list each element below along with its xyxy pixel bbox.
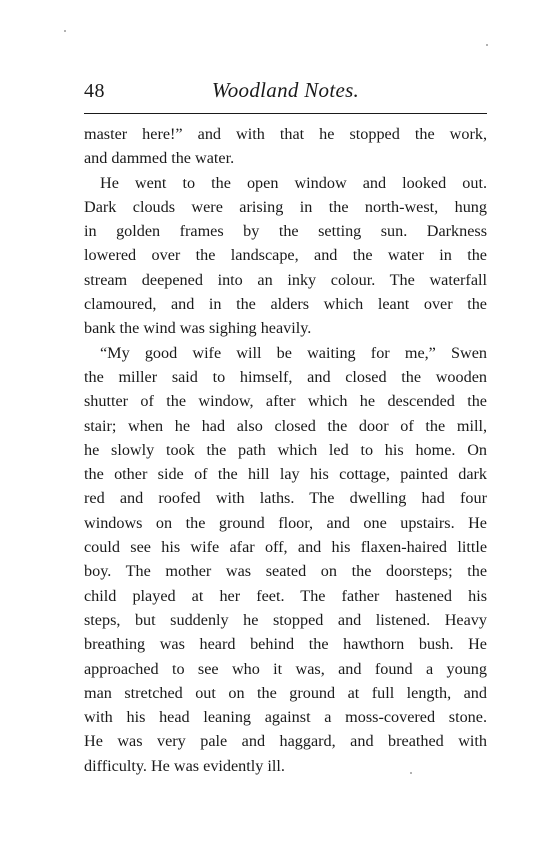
text-line: difficulty. He was evidently ill. <box>84 756 285 775</box>
text-line: red and roofed with laths. The dwelling had four <box>84 489 487 508</box>
text-line: He went to the open window and looked out. <box>100 173 487 192</box>
paper-speck <box>64 30 66 32</box>
text-line: approached to see who it was, and found a young <box>84 659 487 678</box>
text-line: the other side of the hill lay his cottage, painted dark <box>84 465 487 484</box>
text-line: He was very pale and haggard, and breathed with <box>84 732 487 751</box>
text-line: shutter of the window, after which he descended the <box>84 392 487 411</box>
text-line: in golden frames by the setting sun. Darkness <box>84 222 487 241</box>
text-line: Dark clouds were arising in the north-west, hung <box>84 197 487 216</box>
text-line: the miller said to himself, and closed the wooden <box>84 367 487 386</box>
text-line: breathing was heard behind the hawthorn bush. He <box>84 635 487 654</box>
text-line: master here!” and with that he stopped the work, <box>84 125 487 143</box>
text-line: windows on the ground floor, and one upstairs. He <box>84 513 487 532</box>
text-line: clamoured, and in the alders which leant over the <box>84 295 487 314</box>
running-title: Woodland Notes. <box>211 78 360 102</box>
text-line: he slowly took the path which led to his home. On <box>84 440 487 459</box>
text-line: bank the wind was sighing heavily. <box>84 319 312 338</box>
paper-speck <box>410 772 412 774</box>
page-number: 48 <box>84 80 105 102</box>
body-text <box>84 122 487 778</box>
text-line: lowered over the landscape, and the water in the <box>84 246 487 265</box>
text-line: stair; when he had also closed the door of the mill, <box>84 416 487 435</box>
text-line: steps, but suddenly he stopped and listened. Heavy <box>84 610 487 629</box>
header-rule <box>84 113 487 114</box>
text-line: and dammed the water. <box>84 149 235 168</box>
paper-speck <box>486 44 488 46</box>
running-head <box>84 78 487 108</box>
text-line: boy. The mother was seated on the doorsteps; the <box>84 562 487 581</box>
text-line: man stretched out on the ground at full length, and <box>84 683 487 702</box>
text-line: child played at her feet. The father hastened his <box>84 586 487 605</box>
text-line: could see his wife afar off, and his flaxen-haired little <box>84 538 487 557</box>
text-line: “My good wife will be waiting for me,” Swen <box>100 343 487 362</box>
text-line: stream deepened into an inky colour. The waterfall <box>84 270 487 289</box>
text-line: with his head leaning against a moss-covered stone. <box>84 708 487 727</box>
